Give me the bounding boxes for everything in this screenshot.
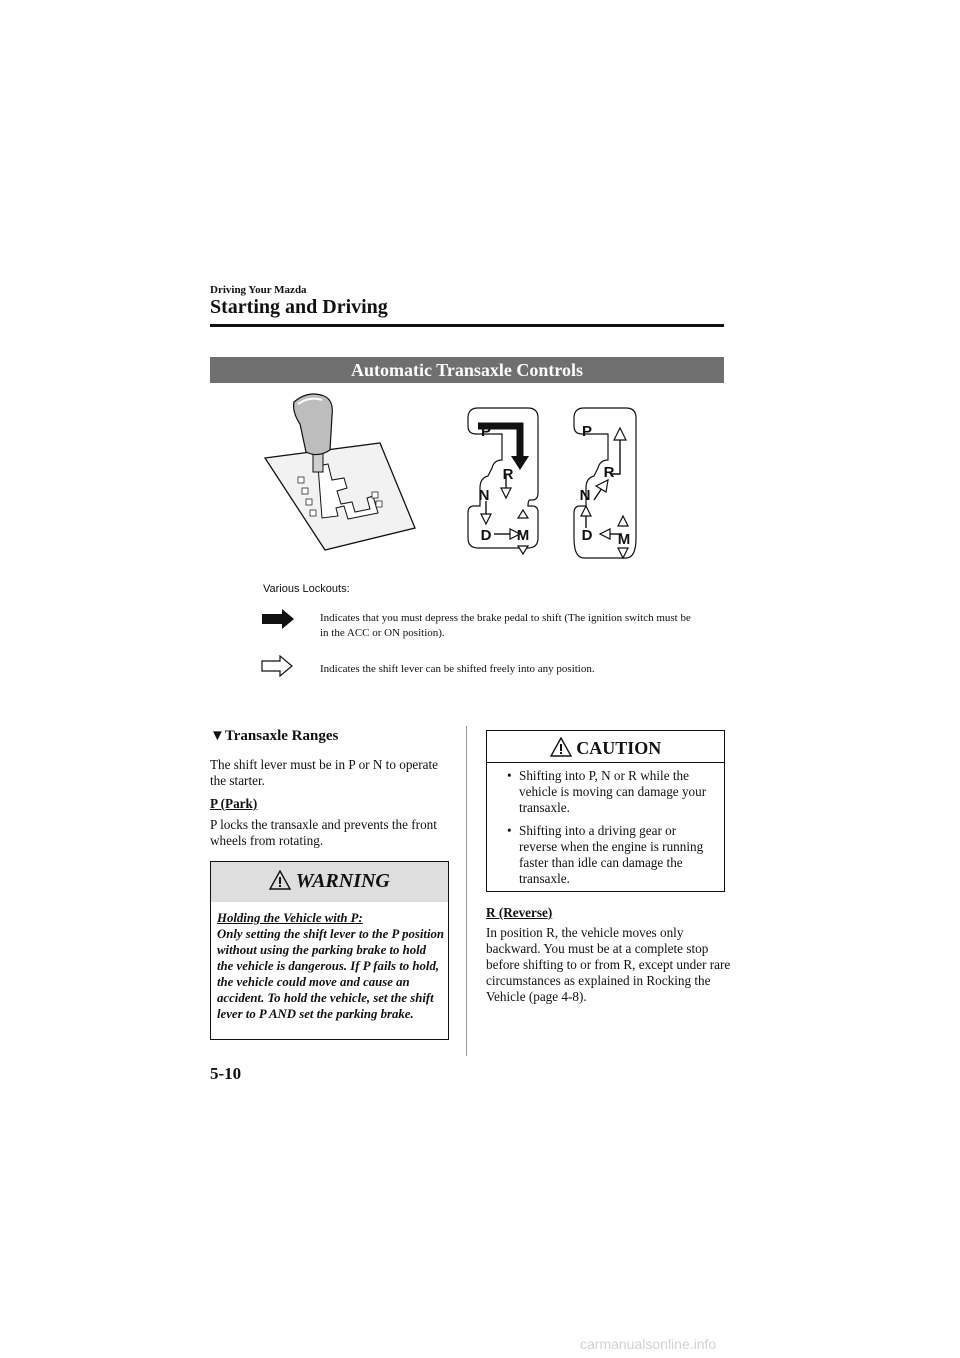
page-number: 5-10	[210, 1064, 242, 1083]
watermark: carmanualsonline.info	[580, 1336, 717, 1352]
caution-item	[507, 768, 717, 816]
section-title: Automatic Transaxle Controls	[210, 357, 724, 383]
legend-text-free: Indicates the shift lever can be shifted freely into any position.	[320, 663, 595, 675]
subheading-text: Transaxle Ranges	[224, 728, 339, 744]
caution-divider	[487, 762, 724, 763]
warning-title-text: WARNING	[295, 870, 390, 892]
gate1-label-m: M	[516, 527, 530, 544]
chapter-title: Starting and Driving	[210, 296, 388, 318]
caution-title	[487, 737, 724, 759]
warning-body	[217, 910, 445, 1022]
caution-box	[486, 730, 725, 892]
gate2-label-p: P	[581, 423, 593, 440]
triangle-bullet-icon: ▼	[210, 728, 225, 744]
gate2-label-r: R	[603, 464, 615, 481]
warning-text: Only setting the shift lever to the P position without using the parking brake to hold the vehicle is dangerous. If P fails to hold, the vehicle could move and cause an accident. To hold the vehicle, set the shift lever to P AND set the parking brake.	[217, 927, 445, 1021]
caution-item	[507, 823, 717, 887]
gate1-label-n: N	[478, 487, 490, 504]
warning-icon	[269, 870, 291, 890]
reverse-title: R (Reverse)	[486, 905, 553, 920]
park-title: P (Park)	[210, 796, 258, 811]
gate2-label-m: M	[617, 531, 631, 548]
caution-title-text: CAUTION	[576, 738, 662, 758]
gate1-label-p: P	[480, 423, 492, 440]
subheading	[210, 728, 338, 745]
caution-item-text: Shifting into a driving gear or reverse when the engine is running faster than idle can damage the transaxle.	[519, 823, 704, 886]
column-divider	[466, 726, 467, 1056]
shift-lever-figure	[210, 388, 724, 688]
intro-paragraph: The shift lever must be in P or N to operate the starter.	[210, 757, 439, 788]
warning-subtitle: Holding the Vehicle with P:	[217, 911, 363, 925]
outline-arrow-icon	[262, 656, 292, 676]
caution-icon	[550, 737, 572, 757]
header-rule	[210, 324, 724, 327]
caution-item-text: Shifting into P, N or R while the vehicle is moving can damage your transaxle.	[519, 768, 707, 815]
gate1-label-r: R	[502, 466, 514, 483]
shift-plate	[265, 443, 415, 550]
gate2-label-d: D	[581, 527, 593, 544]
park-paragraph: P locks the transaxle and prevents the front wheels from rotating.	[210, 817, 437, 848]
legend-text-brake: Indicates that you must depress the brake pedal to shift (The ignition switch must be in the ACC or ON position).	[320, 612, 691, 639]
bullet-icon: •	[507, 768, 512, 783]
bullet-icon: •	[507, 823, 512, 838]
warning-title	[211, 870, 448, 893]
reverse-paragraph: In position R, the vehicle moves only backward. You must be at a complete stop before shifting to or from R, except under rare circumstances as explained in Rocking the Vehicle (page 4-8).	[486, 925, 731, 1004]
warning-box	[210, 861, 449, 1040]
filled-arrow-icon	[262, 609, 294, 629]
gate2-label-n: N	[579, 487, 591, 504]
lockouts-label: Various Lockouts:	[263, 583, 350, 595]
gate1-label-d: D	[480, 527, 492, 544]
breadcrumb: Driving Your Mazda	[210, 284, 307, 296]
